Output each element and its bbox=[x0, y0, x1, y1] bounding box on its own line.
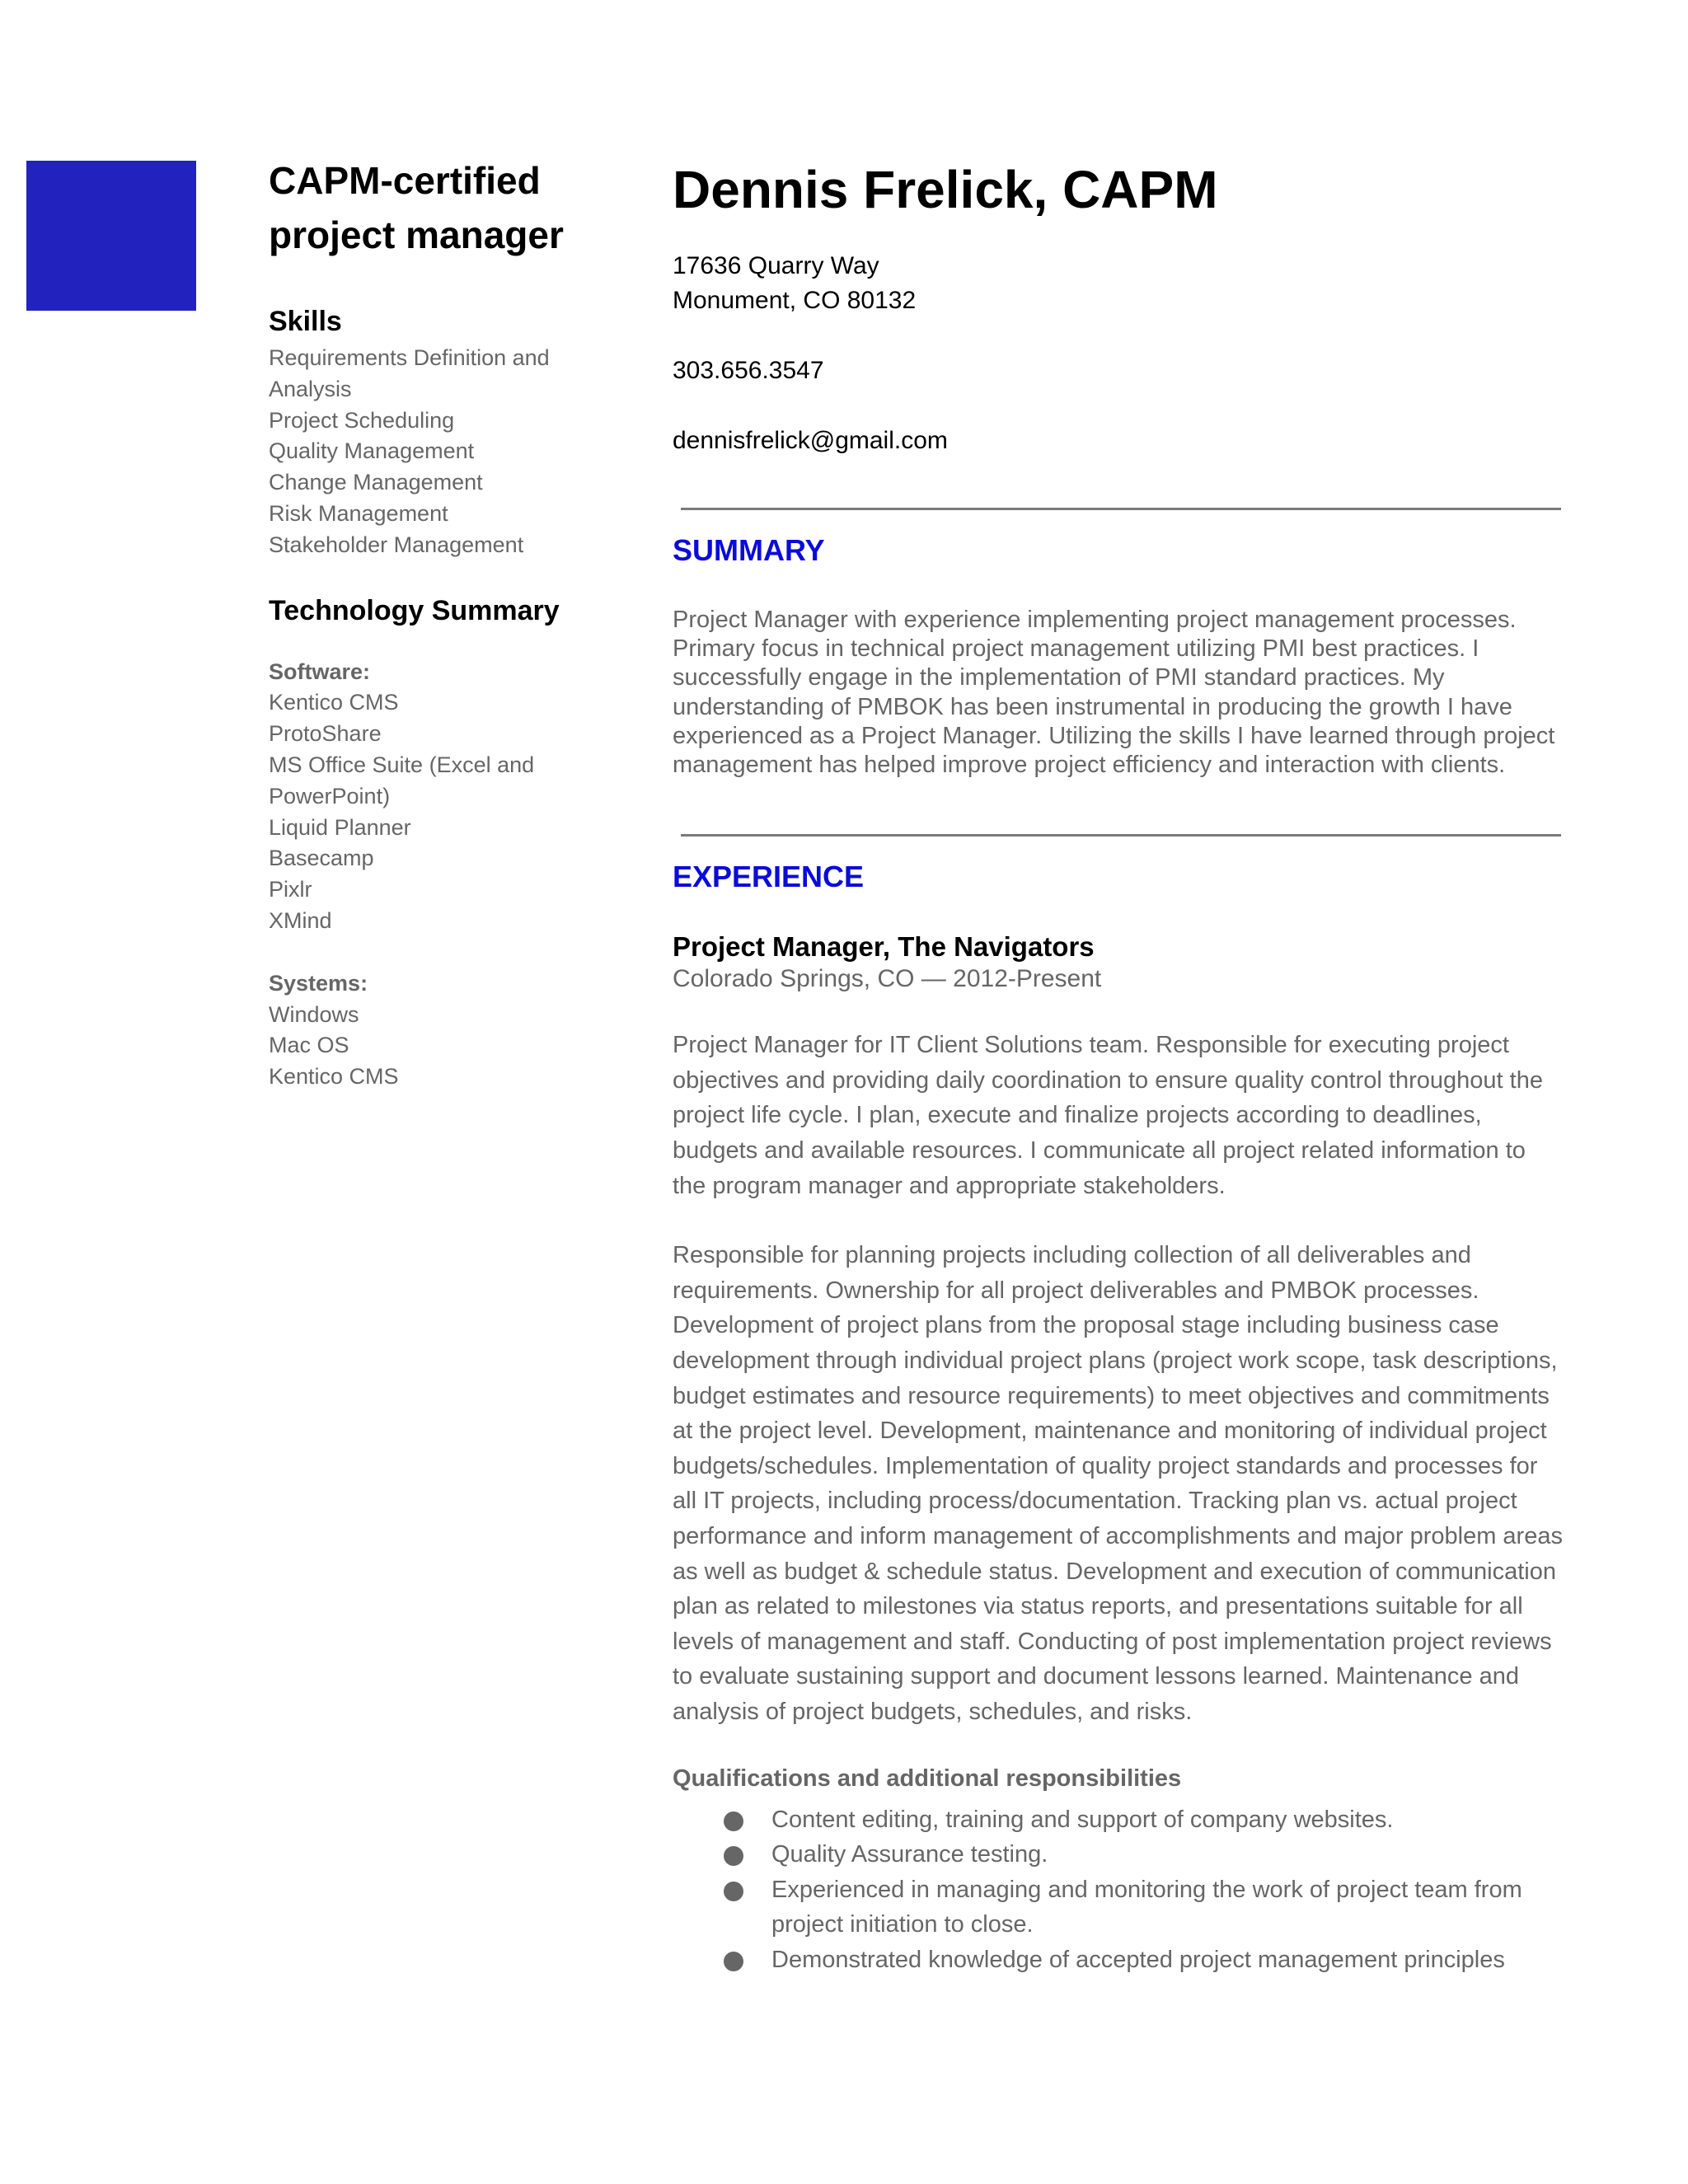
skill-item: Stakeholder Management bbox=[269, 532, 524, 557]
sidebar bbox=[269, 153, 640, 1093]
qualification-text: Quality Assurance testing. bbox=[771, 1841, 1048, 1868]
address-line-1: 17636 Quarry Way bbox=[673, 252, 879, 279]
software-item: Pixlr bbox=[269, 877, 312, 902]
main-content bbox=[673, 157, 1563, 1977]
skill-item: Risk Management bbox=[269, 500, 448, 526]
software-item: Kentico CMS bbox=[269, 690, 399, 715]
qualification-item bbox=[673, 1872, 1563, 1943]
system-item: Windows bbox=[269, 1001, 359, 1027]
qualification-item bbox=[673, 1837, 1563, 1872]
address-line-2: Monument, CO 80132 bbox=[673, 287, 917, 314]
bullet-icon bbox=[724, 1811, 743, 1831]
experience-heading: EXPERIENCE bbox=[673, 860, 865, 894]
technology-summary-heading: Technology Summary bbox=[269, 594, 560, 626]
skills-list bbox=[269, 343, 640, 561]
system-item: Mac OS bbox=[269, 1033, 349, 1058]
qualification-text: Demonstrated knowledge of accepted project management principles bbox=[771, 1946, 1505, 1973]
software-item: XMind bbox=[269, 907, 332, 933]
skill-item: Quality Management bbox=[269, 438, 475, 464]
tagline bbox=[269, 153, 640, 262]
summary-text: Project Manager with experience implementing project management processes. Primary focus in technical project management utilizing PMI best practices. I successfully engage in the implementation of PMI standard practices. My understanding of PMBOK has been instrumental in producing the growth I have experienced as a Project Manager. Utilizing the skills I have learned through project management has helped improve project efficiency and interaction with clients. bbox=[673, 607, 1555, 779]
phone-number: 303.656.3547 bbox=[673, 357, 824, 384]
skill-item: Requirements Definition and bbox=[269, 345, 550, 370]
bullet-icon bbox=[724, 1846, 743, 1866]
section-divider bbox=[681, 508, 1561, 510]
skill-item: Analysis bbox=[269, 376, 352, 401]
systems-list bbox=[269, 1000, 640, 1093]
bullet-icon bbox=[724, 1952, 743, 1971]
job-description-paragraph: Project Manager for IT Client Solutions team. Responsible for executing project objectives and providing daily coordination to ensure quality control throughout the project life cycle. I plan, execute and finalize projects according to deadlines, budgets and available resources. I communicate all project related information to the program manager and appropriate stakeholders. bbox=[673, 1032, 1543, 1199]
summary-heading: SUMMARY bbox=[673, 533, 825, 567]
qualification-item bbox=[673, 1943, 1563, 1978]
accent-color-block bbox=[26, 161, 196, 311]
qualification-text: Experienced in managing and monitoring the work of project team from project initiation to close. bbox=[771, 1876, 1522, 1938]
software-item: PowerPoint) bbox=[269, 783, 391, 808]
qualification-item bbox=[673, 1802, 1563, 1838]
systems-label: Systems: bbox=[269, 970, 368, 996]
qualifications-list bbox=[673, 1802, 1563, 1978]
skill-item: Project Scheduling bbox=[269, 407, 455, 433]
job-description-paragraph: Responsible for planning projects including collection of all deliverables and requirements. Ownership for all project deliverables and PMBOK processes. Development of project plans from the proposal stage including business case development through individual project plans (project work scope, task descriptions, budget estimates and resource requirements) to meet objectives and commitments at the project level. Development, maintenance and monitoring of individual project budgets/schedules. Implementation of quality project standards and processes for all IT projects, including process/documentation. Tracking plan vs. actual project performance and inform management of accomplishments and major problem areas as well as budget & schedule status. Development and execution of communication plan as related to milestones via status reports, and presentations suitable for all levels of management and staff. Conducting of post implementation project reviews to evaluate sustaining support and document lessons learned. Maintenance and analysis of project budgets, schedules, and risks. bbox=[673, 1242, 1563, 1725]
skills-heading: Skills bbox=[269, 306, 342, 337]
bullet-icon bbox=[724, 1882, 743, 1901]
qualifications-heading: Qualifications and additional responsibilities bbox=[673, 1765, 1182, 1792]
skill-item: Change Management bbox=[269, 470, 483, 495]
tagline-line-1: CAPM-certified bbox=[269, 159, 541, 202]
software-item: ProtoShare bbox=[269, 721, 382, 747]
qualification-text: Content editing, training and support of company websites. bbox=[771, 1806, 1394, 1833]
candidate-name: Dennis Frelick, CAPM bbox=[673, 160, 1218, 219]
section-divider bbox=[681, 834, 1561, 837]
tagline-line-2: project manager bbox=[269, 213, 564, 256]
job-title: Project Manager, The Navigators bbox=[673, 931, 1095, 963]
software-label: Software: bbox=[269, 658, 371, 684]
email-address: dennisfrelick@gmail.com bbox=[673, 427, 948, 454]
contact-block bbox=[673, 249, 1563, 458]
software-item: Basecamp bbox=[269, 846, 374, 871]
software-item: MS Office Suite (Excel and bbox=[269, 752, 535, 777]
job-location-dates: Colorado Springs, CO — 2012-Present bbox=[673, 965, 1102, 993]
software-list bbox=[269, 687, 640, 936]
software-item: Liquid Planner bbox=[269, 814, 411, 840]
system-item: Kentico CMS bbox=[269, 1064, 399, 1090]
